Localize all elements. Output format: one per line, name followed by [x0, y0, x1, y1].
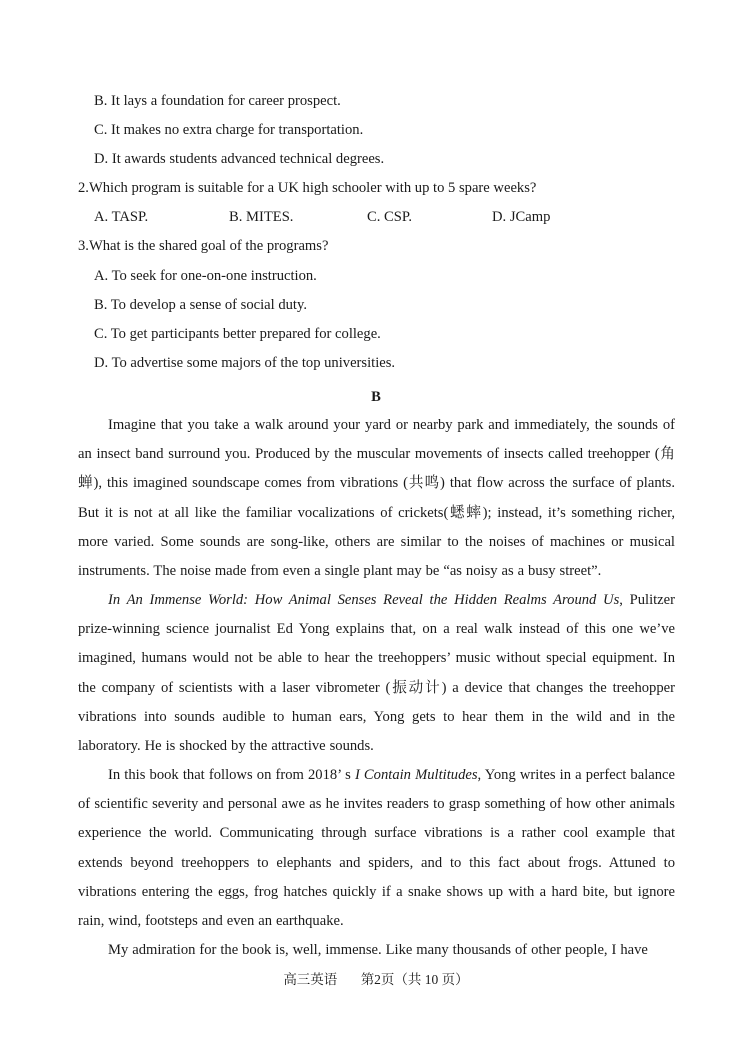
q3-option-a: A. To seek for one-on-one instruction.: [94, 268, 317, 284]
question-3-stem: 3.What is the shared goal of the programs?: [78, 238, 329, 254]
paragraph-3: [78, 761, 675, 936]
q1-option-b: B. It lays a foundation for career prospect.: [94, 93, 341, 109]
q1-option-d: D. It awards students advanced technical degrees.: [94, 151, 385, 167]
previous-book-title: I Contain Multitudes: [354, 767, 478, 783]
q3-option-d: D. To advertise some majors of the top universities.: [94, 355, 396, 371]
paragraph-3-lead: In this book that follows on from 2018’ s: [108, 767, 355, 783]
question-2-stem: 2.Which program is suitable for a UK high schooler with up to 5 spare weeks?: [78, 180, 537, 196]
q3-option-c: C. To get participants better prepared for college.: [94, 326, 381, 342]
paragraph-2-text: , Pulitzer prize-winning science journalist Ed Yong explains that, on a real walk instead of this one we’ve imagined, humans would not be able to hear the treehoppers’ music without special equipment. In the company of scientists with a laser vibrometer (振动计) a device that changes the treehopper vibrations into sounds audible to human ears, Yong gets to hear them in the wild and in the laboratory. He is shocked by the attractive sounds.: [78, 592, 675, 755]
paragraph-1: Imagine that you take a walk around your yard or nearby park and immediately, the sounds of an insect band surround you. Produced by the muscular movements of insects called treehopper (角蝉), this imagined soundscape comes from vibrations (共鸣) that flow across the surface of plants. But it is not at all like the familiar vocalizations of crickets(蟋蟀); instead, it’s something richer, more varied. Some sounds are song-like, others are similar to the noises of machines or musical instruments. The noise made from even a single plant may be “as noisy as a busy street”.: [78, 417, 675, 580]
footer-page-number: 第2页（共 10 页）: [360, 972, 469, 987]
question-2-options: [0, 208, 752, 226]
book-title: In An Immense World: How Animal Senses Reveal the Hidden Realms Around Us: [108, 592, 620, 608]
paragraph-2: [78, 586, 675, 761]
q2-option-c: C. CSP.: [367, 209, 413, 225]
q1-option-c: C. It makes no extra charge for transportation.: [94, 122, 364, 138]
footer-subject: 高三英语: [283, 972, 338, 987]
paragraph-4: My admiration for the book is, well, immense. Like many thousands of other people, I have: [108, 942, 648, 958]
page-footer: [0, 968, 752, 988]
q2-option-a: A. TASP.: [94, 209, 149, 225]
q2-option-d: D. JCamp: [492, 209, 551, 225]
q3-option-b: B. To develop a sense of social duty.: [94, 297, 307, 313]
q2-option-b: B. MITES.: [229, 209, 294, 225]
paragraph-3-text: , Yong writes in a perfect balance of scientific severity and personal awe as he invites readers to grasp something of how other animals experience the world. Communicating through surface vibrations is a rather cool example that extends beyond treehoppers to elephants and spiders, and to this fact about frogs. Attuned to vibrations entering the eggs, frog hatches quickly if a snake shows up with a hard bite, but ignore rain, wind, footsteps and even an earthquake.: [78, 767, 675, 930]
section-title: B: [371, 389, 381, 405]
